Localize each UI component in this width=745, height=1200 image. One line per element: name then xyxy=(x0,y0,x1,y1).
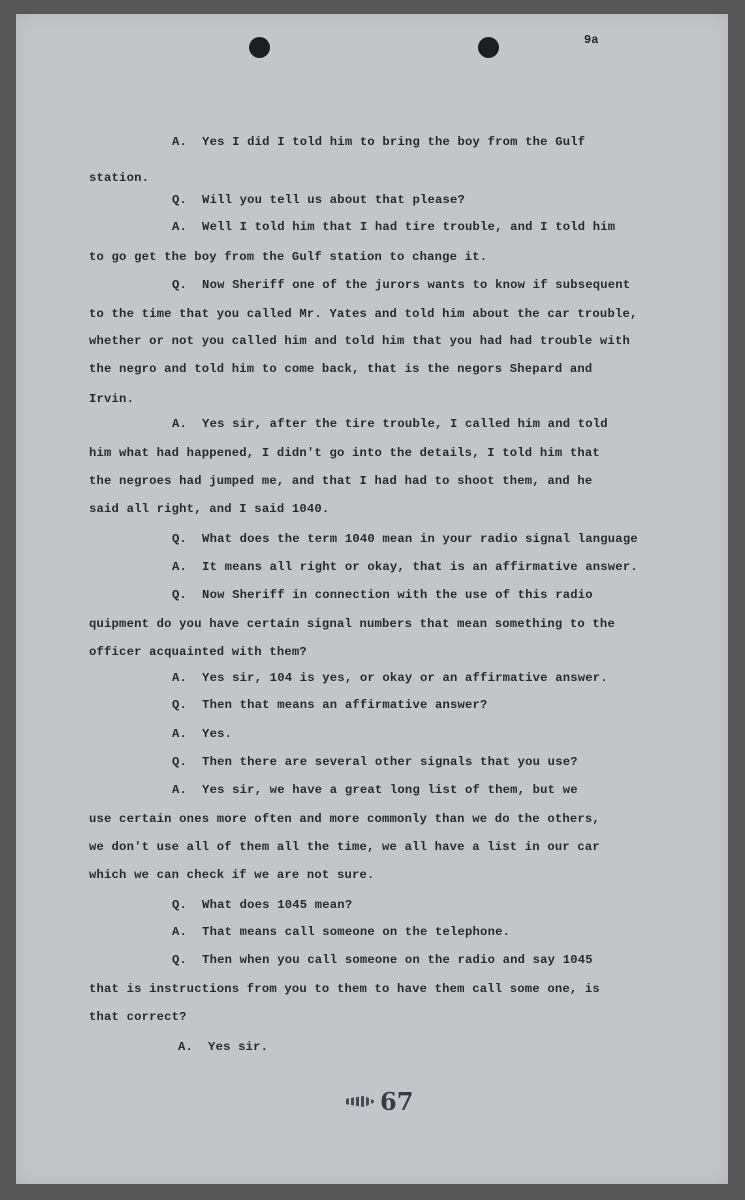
transcript-line: station. xyxy=(89,171,150,185)
document-page xyxy=(16,14,728,1184)
transcript-line: Q. Will you tell us about that please? xyxy=(172,193,466,207)
transcript-line: that is instructions from you to them to have them call some one, is xyxy=(89,982,600,996)
transcript-line: said all right, and I said 1040. xyxy=(89,502,330,516)
transcript-line: Q. Now Sheriff in connection with the use of this radio xyxy=(172,588,593,602)
transcript-line: A. Yes. xyxy=(172,727,233,741)
transcript-line: we don't use all of them all the time, we all have a list in our car xyxy=(89,840,600,854)
transcript-line: to go get the boy from the Gulf station to change it. xyxy=(89,250,488,264)
transcript-line: him what had happened, I didn't go into the details, I told him that xyxy=(89,446,600,460)
punch-hole-right xyxy=(478,37,499,58)
transcript-line: A. Well I told him that I had tire trouble, and I told him xyxy=(172,220,616,234)
transcript-line: whether or not you called him and told him that you had had trouble with xyxy=(89,334,630,348)
transcript-line: the negroes had jumped me, and that I had had to shoot them, and he xyxy=(89,474,593,488)
stamp-arrow-icon xyxy=(346,1095,376,1109)
page-stamp xyxy=(346,1087,413,1116)
transcript-line: Q. What does 1045 mean? xyxy=(172,898,353,912)
transcript-line: A. Yes sir, we have a great long list of them, but we xyxy=(172,783,578,797)
transcript-line: A. Yes I did I told him to bring the boy from the Gulf xyxy=(172,135,586,149)
page-number: 9a xyxy=(584,33,599,47)
stamp-number: 67 xyxy=(380,1087,414,1116)
transcript-line: which we can check if we are not sure. xyxy=(89,868,375,882)
transcript-line: Q. Then there are several other signals that you use? xyxy=(172,755,578,769)
transcript-line: Q. Then when you call someone on the radio and say 1045 xyxy=(172,953,593,967)
transcript-line: that correct? xyxy=(89,1010,187,1024)
transcript-line: Q. What does the term 1040 mean in your radio signal language xyxy=(172,532,638,546)
transcript-line: Irvin. xyxy=(89,392,135,406)
transcript-line: Q. Now Sheriff one of the jurors wants to know if subsequent xyxy=(172,278,631,292)
transcript-line: officer acquainted with them? xyxy=(89,645,307,659)
transcript-line: quipment do you have certain signal numbers that mean something to the xyxy=(89,617,615,631)
transcript-line: Q. Then that means an affirmative answer? xyxy=(172,698,488,712)
transcript-line: A. That means call someone on the telephone. xyxy=(172,925,511,939)
transcript-line: use certain ones more often and more commonly than we do the others, xyxy=(89,812,600,826)
transcript-line: A. It means all right or okay, that is an affirmative answer. xyxy=(172,560,638,574)
transcript-line: A. Yes sir. xyxy=(178,1040,269,1054)
punch-hole-left xyxy=(249,37,270,58)
transcript-line: to the time that you called Mr. Yates and told him about the car trouble, xyxy=(89,307,638,321)
transcript-line: the negro and told him to come back, that is the negors Shepard and xyxy=(89,362,593,376)
transcript-line: A. Yes sir, after the tire trouble, I called him and told xyxy=(172,417,608,431)
transcript-line: A. Yes sir, 104 is yes, or okay or an affirmative answer. xyxy=(172,671,608,685)
